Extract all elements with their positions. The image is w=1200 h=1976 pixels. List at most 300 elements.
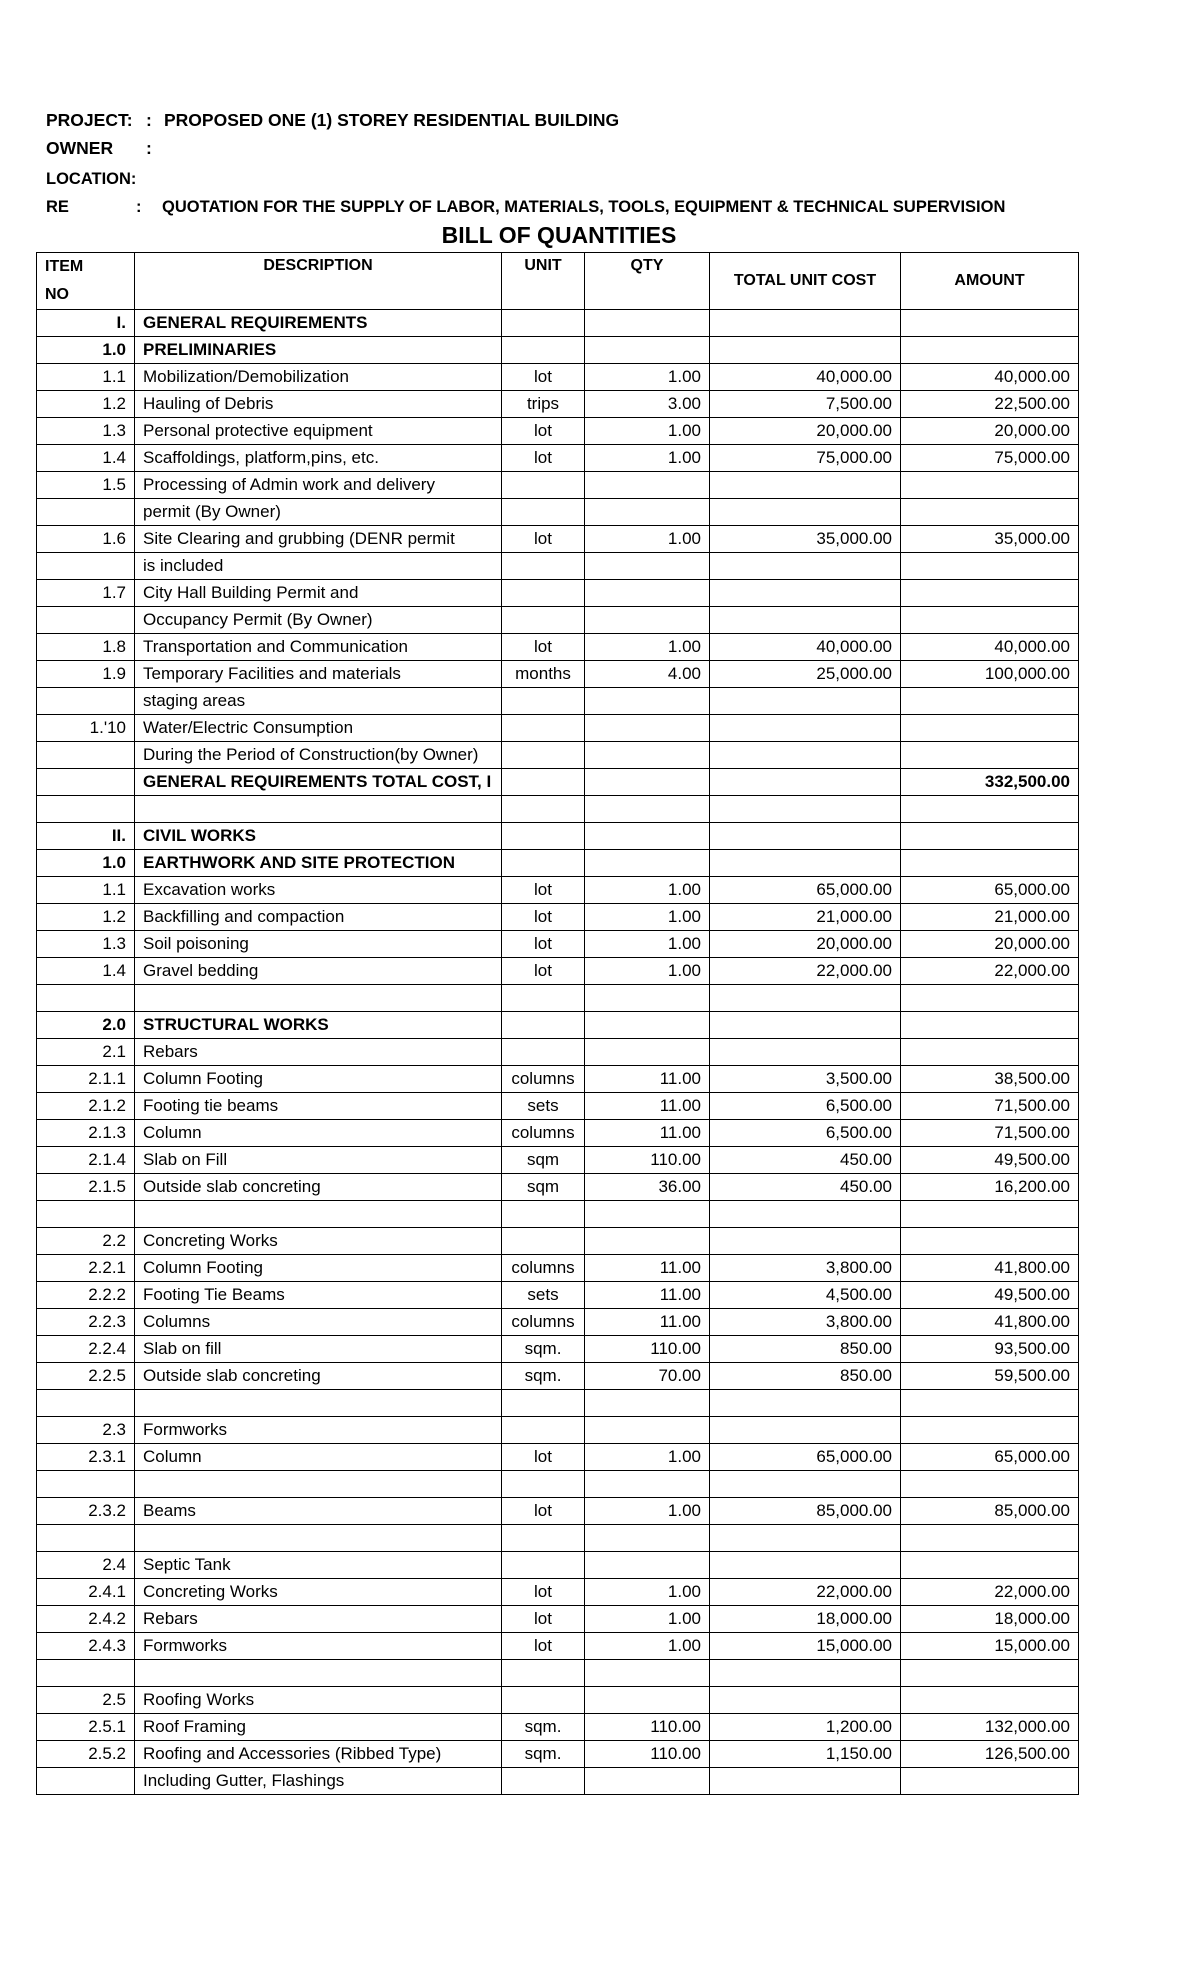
cell-item: 2.1.1 [37, 1066, 135, 1093]
cell-description: Column Footing [135, 1066, 502, 1093]
col-header-amount: AMOUNT [901, 253, 1079, 310]
cell-unit [502, 1660, 585, 1687]
cell-item: 2.2.4 [37, 1336, 135, 1363]
cell-unit: lot [502, 1498, 585, 1525]
cell-total-unit-cost: 450.00 [710, 1174, 901, 1201]
table-row [37, 1741, 1079, 1768]
table-row [37, 823, 1079, 850]
cell-item: 1.'10 [37, 715, 135, 742]
cell-qty [585, 1768, 710, 1795]
cell-total-unit-cost [710, 337, 901, 364]
cell-total-unit-cost: 40,000.00 [710, 634, 901, 661]
cell-total-unit-cost [710, 580, 901, 607]
cell-amount: 93,500.00 [901, 1336, 1079, 1363]
cell-amount: 65,000.00 [901, 877, 1079, 904]
cell-total-unit-cost: 18,000.00 [710, 1606, 901, 1633]
cell-unit: sqm. [502, 1336, 585, 1363]
cell-unit: sqm [502, 1174, 585, 1201]
cell-item: 1.0 [37, 337, 135, 364]
table-row [37, 1606, 1079, 1633]
bill-of-quantities-table [36, 252, 1079, 1795]
cell-item: II. [37, 823, 135, 850]
cell-description: Temporary Facilities and materials [135, 661, 502, 688]
cell-amount: 40,000.00 [901, 364, 1079, 391]
cell-total-unit-cost: 1,200.00 [710, 1714, 901, 1741]
cell-total-unit-cost: 40,000.00 [710, 364, 901, 391]
table-row [37, 1282, 1079, 1309]
cell-qty [585, 742, 710, 769]
cell-total-unit-cost: 3,800.00 [710, 1255, 901, 1282]
cell-unit: sqm. [502, 1363, 585, 1390]
cell-qty [585, 715, 710, 742]
cell-amount [901, 310, 1079, 337]
cell-item: 2.4 [37, 1552, 135, 1579]
cell-unit [502, 1687, 585, 1714]
cell-total-unit-cost [710, 688, 901, 715]
cell-total-unit-cost: 1,150.00 [710, 1741, 901, 1768]
owner-line [46, 138, 164, 159]
cell-description: GENERAL REQUIREMENTS TOTAL COST, I [135, 769, 502, 796]
cell-qty: 1.00 [585, 1498, 710, 1525]
cell-qty: 11.00 [585, 1120, 710, 1147]
cell-description [135, 796, 502, 823]
cell-description: Slab on fill [135, 1336, 502, 1363]
cell-total-unit-cost: 850.00 [710, 1363, 901, 1390]
cell-description: Site Clearing and grubbing (DENR permit [135, 526, 502, 553]
cell-total-unit-cost: 15,000.00 [710, 1633, 901, 1660]
cell-unit: lot [502, 904, 585, 931]
cell-item: 2.1 [37, 1039, 135, 1066]
table-row [37, 607, 1079, 634]
cell-amount: 126,500.00 [901, 1741, 1079, 1768]
cell-description: Beams [135, 1498, 502, 1525]
cell-item: 2.3.2 [37, 1498, 135, 1525]
cell-unit [502, 1417, 585, 1444]
cell-amount: 22,000.00 [901, 1579, 1079, 1606]
table-row [37, 661, 1079, 688]
cell-amount: 38,500.00 [901, 1066, 1079, 1093]
col-header-no-label: NO [45, 286, 69, 303]
cell-item: 2.2.1 [37, 1255, 135, 1282]
cell-amount: 71,500.00 [901, 1120, 1079, 1147]
cell-qty: 3.00 [585, 391, 710, 418]
cell-total-unit-cost: 4,500.00 [710, 1282, 901, 1309]
cell-qty: 110.00 [585, 1714, 710, 1741]
cell-amount [901, 1228, 1079, 1255]
cell-total-unit-cost: 22,000.00 [710, 1579, 901, 1606]
cell-item: 1.3 [37, 931, 135, 958]
cell-unit [502, 1525, 585, 1552]
table-row [37, 904, 1079, 931]
cell-item: 2.5.1 [37, 1714, 135, 1741]
table-row [37, 1228, 1079, 1255]
table-row [37, 1579, 1079, 1606]
cell-description: Formworks [135, 1417, 502, 1444]
cell-qty: 1.00 [585, 364, 710, 391]
cell-description: Processing of Admin work and delivery [135, 472, 502, 499]
cell-description: Water/Electric Consumption [135, 715, 502, 742]
col-header-qty: QTY [585, 253, 710, 310]
cell-amount [901, 850, 1079, 877]
cell-description: Rebars [135, 1606, 502, 1633]
cell-item: 2.1.3 [37, 1120, 135, 1147]
cell-qty: 1.00 [585, 904, 710, 931]
cell-unit: lot [502, 1606, 585, 1633]
cell-qty: 1.00 [585, 1579, 710, 1606]
re-value: QUOTATION FOR THE SUPPLY OF LABOR, MATERIALS, TOOLS, EQUIPMENT & TECHNICAL SUPERVISION [162, 198, 1006, 216]
cell-qty [585, 499, 710, 526]
cell-qty: 1.00 [585, 1633, 710, 1660]
cell-unit [502, 1012, 585, 1039]
cell-amount: 49,500.00 [901, 1147, 1079, 1174]
table-row [37, 715, 1079, 742]
cell-description: Footing tie beams [135, 1093, 502, 1120]
cell-unit [502, 1201, 585, 1228]
cell-unit: lot [502, 931, 585, 958]
cell-amount [901, 1201, 1079, 1228]
table-row [37, 1417, 1079, 1444]
cell-description [135, 1201, 502, 1228]
cell-description: Soil poisoning [135, 931, 502, 958]
cell-total-unit-cost [710, 1390, 901, 1417]
cell-qty [585, 985, 710, 1012]
cell-description: Occupancy Permit (By Owner) [135, 607, 502, 634]
cell-description: GENERAL REQUIREMENTS [135, 310, 502, 337]
cell-item: 2.4.2 [37, 1606, 135, 1633]
cell-description [135, 1471, 502, 1498]
cell-unit [502, 310, 585, 337]
cell-amount: 71,500.00 [901, 1093, 1079, 1120]
cell-item: 1.8 [37, 634, 135, 661]
cell-total-unit-cost [710, 472, 901, 499]
col-header-unit: UNIT [502, 253, 585, 310]
cell-item [37, 1525, 135, 1552]
cell-item: 2.3.1 [37, 1444, 135, 1471]
cell-qty: 110.00 [585, 1147, 710, 1174]
cell-total-unit-cost [710, 1471, 901, 1498]
cell-unit: lot [502, 1444, 585, 1471]
cell-item [37, 985, 135, 1012]
cell-item: 2.1.5 [37, 1174, 135, 1201]
table-row [37, 1768, 1079, 1795]
cell-amount [901, 715, 1079, 742]
cell-amount [901, 472, 1079, 499]
cell-description: Rebars [135, 1039, 502, 1066]
table-row [37, 769, 1079, 796]
cell-qty [585, 1660, 710, 1687]
table-row [37, 1714, 1079, 1741]
cell-qty: 1.00 [585, 958, 710, 985]
cell-total-unit-cost: 3,500.00 [710, 1066, 901, 1093]
cell-qty: 11.00 [585, 1255, 710, 1282]
cell-total-unit-cost [710, 310, 901, 337]
cell-amount: 41,800.00 [901, 1255, 1079, 1282]
cell-unit: columns [502, 1066, 585, 1093]
cell-qty [585, 1201, 710, 1228]
cell-unit [502, 499, 585, 526]
cell-item: 1.3 [37, 418, 135, 445]
cell-amount: 85,000.00 [901, 1498, 1079, 1525]
cell-qty: 11.00 [585, 1282, 710, 1309]
cell-item [37, 607, 135, 634]
cell-unit: sqm [502, 1147, 585, 1174]
cell-item: 2.0 [37, 1012, 135, 1039]
cell-description: EARTHWORK AND SITE PROTECTION [135, 850, 502, 877]
cell-qty [585, 769, 710, 796]
table-row [37, 1552, 1079, 1579]
location-line [46, 170, 136, 189]
cell-qty [585, 1687, 710, 1714]
cell-unit [502, 337, 585, 364]
cell-amount: 41,800.00 [901, 1309, 1079, 1336]
cell-total-unit-cost [710, 985, 901, 1012]
cell-item [37, 1660, 135, 1687]
table-row [37, 391, 1079, 418]
cell-qty [585, 607, 710, 634]
cell-total-unit-cost [710, 1660, 901, 1687]
table-row [37, 1201, 1079, 1228]
cell-amount [901, 742, 1079, 769]
location-label: LOCATION: [46, 170, 137, 188]
cell-amount: 40,000.00 [901, 634, 1079, 661]
col-header-description: DESCRIPTION [135, 253, 502, 310]
cell-total-unit-cost [710, 823, 901, 850]
cell-qty: 36.00 [585, 1174, 710, 1201]
cell-description: Septic Tank [135, 1552, 502, 1579]
cell-unit: lot [502, 1579, 585, 1606]
table-row [37, 445, 1079, 472]
cell-item: 2.5.2 [37, 1741, 135, 1768]
table-row [37, 1012, 1079, 1039]
cell-description: PRELIMINARIES [135, 337, 502, 364]
cell-item: 1.1 [37, 877, 135, 904]
col-header-item-label: ITEM [45, 258, 84, 275]
table-row [37, 526, 1079, 553]
table-row [37, 877, 1079, 904]
cell-description: Outside slab concreting [135, 1174, 502, 1201]
cell-description: Personal protective equipment [135, 418, 502, 445]
cell-description: Column Footing [135, 1255, 502, 1282]
cell-total-unit-cost [710, 1687, 901, 1714]
cell-item: 1.9 [37, 661, 135, 688]
cell-item [37, 688, 135, 715]
cell-total-unit-cost: 20,000.00 [710, 418, 901, 445]
cell-amount [901, 1687, 1079, 1714]
cell-amount: 21,000.00 [901, 904, 1079, 931]
cell-amount: 20,000.00 [901, 931, 1079, 958]
cell-item: 1.7 [37, 580, 135, 607]
cell-unit [502, 796, 585, 823]
cell-description: Formworks [135, 1633, 502, 1660]
cell-total-unit-cost: 850.00 [710, 1336, 901, 1363]
cell-qty [585, 1390, 710, 1417]
cell-amount: 332,500.00 [901, 769, 1079, 796]
cell-qty: 110.00 [585, 1741, 710, 1768]
cell-amount: 75,000.00 [901, 445, 1079, 472]
cell-amount: 59,500.00 [901, 1363, 1079, 1390]
cell-amount [901, 580, 1079, 607]
cell-total-unit-cost [710, 1012, 901, 1039]
cell-qty [585, 1228, 710, 1255]
cell-unit: lot [502, 526, 585, 553]
cell-description: Gravel bedding [135, 958, 502, 985]
cell-unit [502, 472, 585, 499]
cell-unit: sqm. [502, 1714, 585, 1741]
cell-amount: 18,000.00 [901, 1606, 1079, 1633]
re-sep: : [136, 198, 142, 216]
cell-qty [585, 1471, 710, 1498]
table-row [37, 1309, 1079, 1336]
cell-unit [502, 1552, 585, 1579]
cell-qty: 11.00 [585, 1066, 710, 1093]
table-row [37, 1687, 1079, 1714]
table-row [37, 553, 1079, 580]
cell-unit [502, 1768, 585, 1795]
cell-qty: 11.00 [585, 1093, 710, 1120]
cell-qty: 1.00 [585, 1606, 710, 1633]
cell-total-unit-cost: 65,000.00 [710, 877, 901, 904]
re-label: RE [46, 198, 69, 216]
cell-description: City Hall Building Permit and [135, 580, 502, 607]
table-row [37, 1039, 1079, 1066]
cell-item [37, 769, 135, 796]
cell-unit: columns [502, 1255, 585, 1282]
cell-qty [585, 310, 710, 337]
cell-amount [901, 1012, 1079, 1039]
cell-description: Scaffoldings, platform,pins, etc. [135, 445, 502, 472]
cell-item: 2.3 [37, 1417, 135, 1444]
cell-unit [502, 742, 585, 769]
cell-total-unit-cost: 25,000.00 [710, 661, 901, 688]
cell-amount [901, 607, 1079, 634]
cell-description [135, 1525, 502, 1552]
table-row [37, 418, 1079, 445]
cell-amount: 22,000.00 [901, 958, 1079, 985]
cell-item: 2.5 [37, 1687, 135, 1714]
cell-item: 1.2 [37, 391, 135, 418]
cell-qty: 1.00 [585, 445, 710, 472]
cell-total-unit-cost: 22,000.00 [710, 958, 901, 985]
cell-total-unit-cost: 20,000.00 [710, 931, 901, 958]
cell-qty [585, 553, 710, 580]
cell-description: Transportation and Communication [135, 634, 502, 661]
cell-item [37, 1390, 135, 1417]
cell-amount [901, 1525, 1079, 1552]
cell-description: Excavation works [135, 877, 502, 904]
cell-unit: months [502, 661, 585, 688]
cell-item: 1.1 [37, 364, 135, 391]
cell-qty [585, 823, 710, 850]
table-row [37, 580, 1079, 607]
cell-item: 2.2.2 [37, 1282, 135, 1309]
cell-unit: lot [502, 634, 585, 661]
cell-total-unit-cost [710, 1228, 901, 1255]
cell-amount [901, 1039, 1079, 1066]
project-value: PROPOSED ONE (1) STOREY RESIDENTIAL BUILDING [164, 110, 620, 130]
col-header-total-unit-cost: TOTAL UNIT COST [710, 253, 901, 310]
table-row [37, 1525, 1079, 1552]
cell-item: 1.4 [37, 445, 135, 472]
table-row [37, 1255, 1079, 1282]
owner-label: OWNER [46, 138, 114, 158]
project-sep: : [146, 110, 152, 130]
cell-amount [901, 1552, 1079, 1579]
cell-description: CIVIL WORKS [135, 823, 502, 850]
table-row [37, 364, 1079, 391]
cell-unit: sets [502, 1282, 585, 1309]
cell-description: Mobilization/Demobilization [135, 364, 502, 391]
cell-item [37, 1768, 135, 1795]
cell-total-unit-cost: 7,500.00 [710, 391, 901, 418]
cell-item [37, 1201, 135, 1228]
cell-item [37, 499, 135, 526]
table-row [37, 1093, 1079, 1120]
cell-qty [585, 1525, 710, 1552]
cell-description [135, 1660, 502, 1687]
cell-total-unit-cost [710, 796, 901, 823]
cell-amount [901, 337, 1079, 364]
cell-description: Columns [135, 1309, 502, 1336]
cell-description: Roof Framing [135, 1714, 502, 1741]
cell-unit [502, 715, 585, 742]
cell-qty: 70.00 [585, 1363, 710, 1390]
cell-description: Roofing Works [135, 1687, 502, 1714]
project-line [46, 110, 619, 131]
cell-total-unit-cost [710, 769, 901, 796]
cell-description: Concreting Works [135, 1579, 502, 1606]
cell-unit: lot [502, 958, 585, 985]
cell-total-unit-cost: 3,800.00 [710, 1309, 901, 1336]
cell-item: 2.4.1 [37, 1579, 135, 1606]
cell-total-unit-cost: 85,000.00 [710, 1498, 901, 1525]
cell-amount [901, 1417, 1079, 1444]
cell-qty: 1.00 [585, 526, 710, 553]
cell-unit [502, 553, 585, 580]
cell-description: Roofing and Accessories (Ribbed Type) [135, 1741, 502, 1768]
cell-qty [585, 1417, 710, 1444]
cell-qty: 1.00 [585, 634, 710, 661]
cell-amount [901, 688, 1079, 715]
cell-description: Concreting Works [135, 1228, 502, 1255]
cell-item: I. [37, 310, 135, 337]
cell-total-unit-cost: 35,000.00 [710, 526, 901, 553]
cell-description: Outside slab concreting [135, 1363, 502, 1390]
table-body [37, 310, 1079, 1795]
cell-item: 1.0 [37, 850, 135, 877]
cell-amount: 22,500.00 [901, 391, 1079, 418]
table-row [37, 688, 1079, 715]
cell-unit [502, 580, 585, 607]
owner-sep: : [146, 138, 152, 158]
cell-total-unit-cost [710, 607, 901, 634]
cell-amount [901, 796, 1079, 823]
cell-total-unit-cost [710, 1525, 901, 1552]
cell-description: staging areas [135, 688, 502, 715]
cell-amount: 65,000.00 [901, 1444, 1079, 1471]
cell-description: Column [135, 1444, 502, 1471]
table-header-row [37, 253, 1079, 310]
cell-total-unit-cost: 6,500.00 [710, 1120, 901, 1147]
cell-unit [502, 688, 585, 715]
cell-qty: 11.00 [585, 1309, 710, 1336]
cell-unit: trips [502, 391, 585, 418]
table-row [37, 1660, 1079, 1687]
table-row [37, 742, 1079, 769]
table-row [37, 499, 1079, 526]
cell-qty [585, 1039, 710, 1066]
cell-item: 2.2.5 [37, 1363, 135, 1390]
cell-description: STRUCTURAL WORKS [135, 1012, 502, 1039]
